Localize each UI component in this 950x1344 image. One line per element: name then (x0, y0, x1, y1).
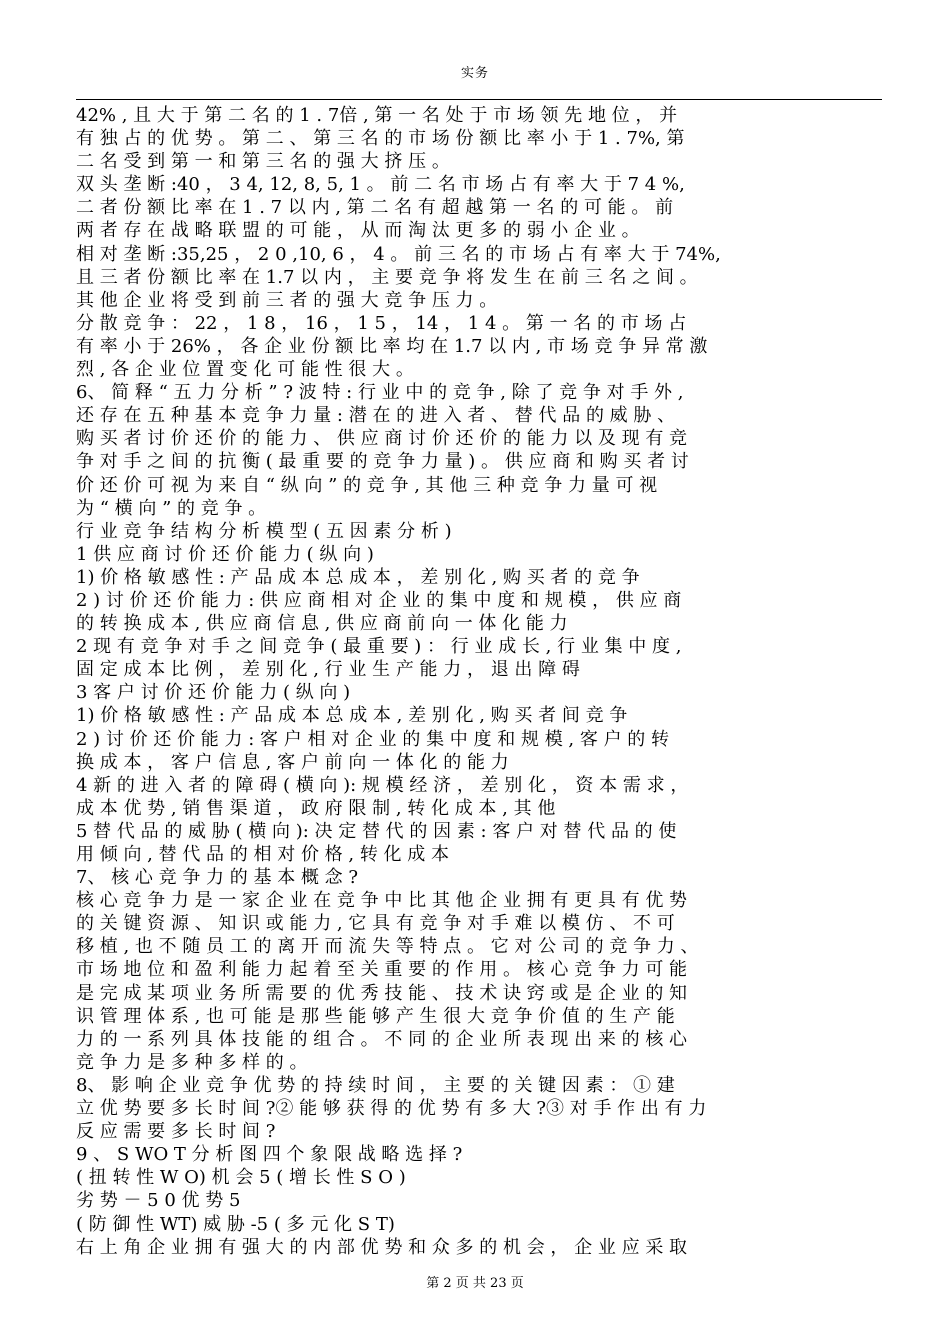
text-line: 3 客 户 讨 价 还 价 能 力 ( 纵 向 ) (76, 682, 351, 704)
text-line: 其 他 企 业 将 受 到 前 三 者 的 强 大 竞 争 压 力 。 (76, 289, 498, 311)
header-divider (76, 99, 882, 100)
text-line: 8、 影 响 企 业 竞 争 优 势 的 持 续 时 间 ， 主 要 的 关 键 因 素 ： ① 建 (76, 1074, 675, 1096)
text-line: 42% , 且 大 于 第 二 名 的 1 . 7倍 , 第 一 名 处 于 市 场 领 先 地 位 ， 并 (76, 105, 678, 126)
page-footer: 第 2 页 共 23 页 (426, 1276, 524, 1291)
text-line: 2 现 有 竞 争 对 手 之 间 竞 争 ( 最 重 要 ) ： 行 业 成 长 , 行 业 集 中 度 , (76, 636, 682, 658)
text-line: 市 场 地 位 和 盈 利 能 力 起 着 至 关 重 要 的 作 用 。 核 心 竞 争 力 可 能 (76, 959, 688, 981)
text-line: 有 独 占 的 优 势 。 第 二 、 第 三 名 的 市 场 份 额 比 率 小 于 1 . 7%, 第 (76, 128, 685, 150)
text-line: 争 对 手 之 间 的 抗 衡 ( 最 重 要 的 竞 争 力 量 ) 。 供 应 商 和 购 买 者 讨 (76, 451, 689, 473)
text-line: ( 防 御 性 WT) 威 胁 -5 ( 多 元 化 S T) (76, 1213, 395, 1235)
text-line: 立 优 势 要 多 长 时 间 ?② 能 够 获 得 的 优 势 有 多 大 ?③ 对 手 作 出 有 力 (76, 1098, 707, 1120)
text-line: 劣 势 － 5 0 优 势 5 (76, 1190, 241, 1212)
text-line: 固 定 成 本 比 例 ， 差 别 化 , 行 业 生 产 能 力 ， 退 出 障 碍 (76, 659, 580, 681)
text-line: 二 名 受 到 第 一 和 第 三 名 的 强 大 挤 压 。 (76, 151, 450, 173)
text-line: 两 者 存 在 战 略 联 盟 的 可 能 ， 从 而 淘 汰 更 多 的 弱 小 企 业 。 (76, 220, 640, 242)
text-line: 烈 , 各 企 业 位 置 变 化 可 能 性 很 大 。 (76, 359, 414, 381)
text-line: ( 扭 转 性 W O) 机 会 5 ( 增 长 性 S O ) (76, 1167, 406, 1189)
text-line: 7、 核 心 竞 争 力 的 基 本 概 念 ? (76, 867, 359, 889)
text-line: 为 “ 横 向 ” 的 竞 争 。 (76, 497, 267, 519)
text-line: 购 买 者 讨 价 还 价 的 能 力 、 供 应 商 讨 价 还 价 的 能 力 以 及 现 有 竞 (76, 428, 688, 450)
text-line: 1 供 应 商 讨 价 还 价 能 力 ( 纵 向 ) (76, 543, 374, 565)
text-line: 竞 争 力 是 多 种 多 样 的 。 (76, 1051, 308, 1073)
text-line: 9 、 S WO T 分 析 图 四 个 象 限 战 略 选 择 ? (76, 1144, 463, 1166)
text-line: 2 ) 讨 价 还 价 能 力 : 供 应 商 相 对 企 业 的 集 中 度 和 规 模 ， 供 应 商 (76, 589, 682, 611)
text-line: 用 倾 向 , 替 代 品 的 相 对 价 格 , 转 化 成 本 (76, 844, 449, 865)
text-line: 有 率 小 于 26% ， 各 企 业 份 额 比 率 均 在 1.7 以 内 , 市 场 竞 争 异 常 激 (76, 335, 708, 357)
text-line: 换 成 本 ， 客 户 信 息 , 客 户 前 向 一 体 化 的 能 力 (76, 751, 509, 773)
document-body (76, 104, 876, 1259)
text-line: 反 应 需 要 多 长 时 间 ? (76, 1121, 276, 1143)
text-line: 价 还 价 可 视 为 来 自 “ 纵 向 ” 的 竞 争 , 其 他 三 种 竞 争 力 量 可 视 (76, 474, 658, 496)
text-line: 5 替 代 品 的 威 胁 ( 横 向 ): 决 定 替 代 的 因 素 : 客 户 对 替 代 品 的 使 (76, 820, 677, 842)
text-line: 右 上 角 企 业 拥 有 强 大 的 内 部 优 势 和 众 多 的 机 会 ， 企 业 应 采 取 (76, 1236, 688, 1258)
text-line: 行 业 竞 争 结 构 分 析 模 型 ( 五 因 素 分 析 ) (76, 520, 452, 542)
text-line: 移 植 , 也 不 随 员 工 的 离 开 而 流 失 等 特 点 。 它 对 公 司 的 竞 争 力 、 (76, 936, 699, 958)
text-line: 分 散 竞 争 ： 22 ， 1 8 ， 16 ， 1 5 ， 14 ， 1 4 。 第 一 名 的 市 场 占 (76, 312, 687, 334)
text-line: 相 对 垄 断 :35,25 ， 2 0 ,10, 6 ， 4 。 前 三 名 的 市 场 占 有 率 大 于 74%, (76, 243, 721, 265)
text-line: 1) 价 格 敏 感 性 : 产 品 成 本 总 成 本 , 差 别 化 , 购 买 者 间 竞 争 (76, 705, 628, 727)
text-line: 力 的 一 系 列 具 体 技 能 的 组 合 。 不 同 的 企 业 所 表 现 出 来 的 核 心 (76, 1028, 688, 1050)
page-header: 实务 (460, 66, 489, 81)
text-line: 是 完 成 某 项 业 务 所 需 要 的 优 秀 技 能 、 技 术 诀 窍 或 是 企 业 的 知 (76, 982, 688, 1004)
text-line: 的 转 换 成 本 , 供 应 商 信 息 , 供 应 商 前 向 一 体 化 能 力 (76, 613, 568, 635)
text-line: 成 本 优 势 , 销 售 渠 道 ， 政 府 限 制 , 转 化 成 本 , 其 他 (76, 797, 556, 819)
text-line: 双 头 垄 断 :40 ， 3 4, 12, 8, 5, 1 。 前 二 名 市 场 占 有 率 大 于 7 4 %, (76, 174, 685, 196)
text-line: 还 存 在 五 种 基 本 竞 争 力 量 : 潜 在 的 进 入 者 、 替 代 品 的 威 胁 、 (76, 405, 676, 427)
text-line: 二 者 份 额 比 率 在 1 . 7 以 内 , 第 二 名 有 超 越 第 一 名 的 可 能 。 前 (76, 197, 674, 219)
text-line: 识 管 理 体 系 , 也 可 能 是 那 些 能 够 产 生 很 大 竞 争 价 值 的 生 产 能 (76, 1005, 675, 1027)
text-line: 6、 简 释 “ 五 力 分 析 ” ? 波 特 : 行 业 中 的 竞 争 , 除 了 竞 争 对 手 外 , (76, 382, 684, 404)
text-line: 2 ) 讨 价 还 价 能 力 : 客 户 相 对 企 业 的 集 中 度 和 规 模 , 客 户 的 转 (76, 728, 670, 750)
text-line: 4 新 的 进 入 者 的 障 碍 ( 横 向 ): 规 模 经 济 ， 差 别 化 ， 资 本 需 求 ， (76, 774, 689, 796)
text-line: 且 三 者 份 额 比 率 在 1.7 以 内 ， 主 要 竞 争 将 发 生 在 前 三 名 之 间 。 (76, 266, 698, 288)
text-line: 的 关 键 资 源 、 知 识 或 能 力 , 它 具 有 竞 争 对 手 难 以 模 仿 、 不 可 (76, 913, 675, 935)
text-line: 核 心 竞 争 力 是 一 家 企 业 在 竞 争 中 比 其 他 企 业 拥 有 更 具 有 优 势 (76, 890, 688, 912)
text-line: 1) 价 格 敏 感 性 : 产 品 成 本 总 成 本 ， 差 别 化 , 购 买 者 的 竞 争 (76, 566, 640, 588)
